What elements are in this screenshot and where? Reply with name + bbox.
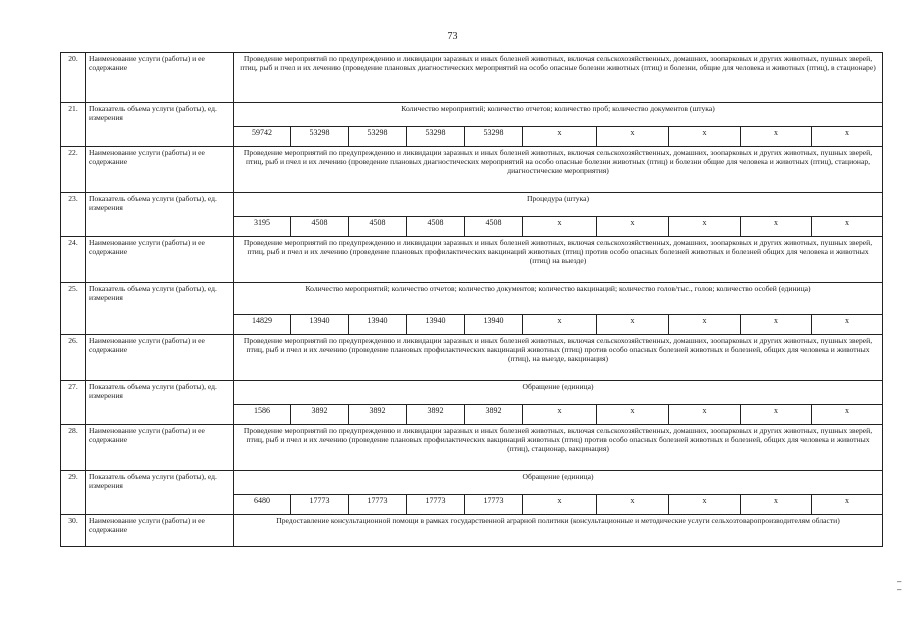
value-cell: 17773 (291, 495, 349, 515)
page-number: 73 (447, 31, 458, 42)
value-cell: 53298 (349, 127, 407, 147)
value-cell: 53298 (465, 127, 523, 147)
value-cell: 13940 (349, 315, 407, 335)
value-cell: 17773 (349, 495, 407, 515)
row-number: 26. (61, 335, 86, 381)
value-cell: x (812, 405, 883, 425)
value-cell: x (669, 405, 741, 425)
value-cell: 4508 (349, 217, 407, 237)
table-row (61, 515, 883, 547)
value-cell: 4508 (465, 217, 523, 237)
row-label: Наименование услуги (работы) и ее содержание (86, 53, 234, 103)
value-cell: x (812, 217, 883, 237)
row-label: Показатель объема услуги (работы), ед. измерения (86, 381, 234, 425)
table-row (61, 147, 883, 193)
value-cell: 17773 (407, 495, 465, 515)
service-description: Проведение мероприятий по предупреждению и ликвидации заразных и иных болезней животных, включая сельскохозяйственных, домашних, зоопарковых и других животных, пушных зверей, птиц, рыб и пчел и их лечению (проведение плановых диагностических мероприятий на особо опасные болезни животных (птиц) и болезни, общие для человека и животных (птиц), в стационаре) (234, 53, 883, 103)
value-cell: x (523, 217, 597, 237)
value-cell: 13940 (407, 315, 465, 335)
service-description: Проведение мероприятий по предупреждению и ликвидации заразных и иных болезней животных, включая сельскохозяйственных, домашних, зоопарковых и других животных, пушных зверей, птиц, рыб и пчел и их лечению (проведение плановых диагностических мероприятий на особо опасные болезни животных (птиц) и болезни общие для человека и животных (птиц), стационар, диагностические мероприятия) (234, 147, 883, 193)
value-cell: x (597, 127, 669, 147)
row-number: 20. (61, 53, 86, 103)
value-cell: x (741, 405, 812, 425)
row-label: Показатель объема услуги (работы), ед. измерения (86, 103, 234, 147)
row-number: 24. (61, 237, 86, 283)
row-number: 28. (61, 425, 86, 471)
row-number: 29. (61, 471, 86, 515)
value-cell: x (812, 127, 883, 147)
value-cell: 4508 (407, 217, 465, 237)
value-cell: x (812, 315, 883, 335)
row-number: 27. (61, 381, 86, 425)
row-label: Наименование услуги (работы) и ее содержание (86, 515, 234, 547)
value-cell: 14829 (234, 315, 291, 335)
row-label: Показатель объема услуги (работы), ед. измерения (86, 193, 234, 237)
value-cell: 4508 (291, 217, 349, 237)
row-label: Наименование услуги (работы) и ее содержание (86, 147, 234, 193)
value-cell: 3195 (234, 217, 291, 237)
unit-of-measure: Количество мероприятий; количество отчетов; количество проб; количество документов (штука) (234, 103, 883, 127)
unit-of-measure: Процедура (штука) (234, 193, 883, 217)
value-cell: x (812, 495, 883, 515)
service-description: Проведение мероприятий по предупреждению и ликвидации заразных и иных болезней животных, включая сельскохозяйственных, домашних, зоопарковых и других животных, пушных зверей, птиц, рыб и пчел и их лечению (проведение плановых профилактических вакцинаций животных (птиц) против особо опасных болезней животных и болезней, общих для человека и животных (птиц), стационар, вакцинация) (234, 425, 883, 471)
row-label: Наименование услуги (работы) и ее содержание (86, 425, 234, 471)
value-cell: x (741, 217, 812, 237)
row-number: 22. (61, 147, 86, 193)
table-row (61, 103, 883, 127)
value-cell: x (523, 495, 597, 515)
row-number: 21. (61, 103, 86, 147)
service-description: Проведение мероприятий по предупреждению и ликвидации заразных и иных болезней животных, включая сельскохозяйственных, домашних, зоопарковых и других животных, пушных зверей, птиц, рыб и пчел и их лечению (проведение плановых профилактических вакцинаций животных (птиц) против особо опасных болезней животных и болезней, общих для человека и животных (птиц), на выезде, вакцинация) (234, 335, 883, 381)
row-label: Показатель объема услуги (работы), ед. измерения (86, 283, 234, 335)
value-cell: 17773 (465, 495, 523, 515)
unit-of-measure: Количество мероприятий; количество отчетов; количество документов; количество вакцинаций; количество голов/тыс., голов; количество особей (единица) (234, 283, 883, 315)
value-cell: 13940 (465, 315, 523, 335)
value-cell: 3892 (349, 405, 407, 425)
value-cell: x (597, 217, 669, 237)
service-description: Предоставление консультационной помощи в рамках государственной аграрной политики (консультационные и методические услуги сельхозтоваропроизводителям области) (234, 515, 883, 547)
value-cell: x (523, 405, 597, 425)
table-row (61, 53, 883, 103)
value-cell: x (741, 315, 812, 335)
value-cell: x (741, 127, 812, 147)
value-cell: x (669, 495, 741, 515)
row-number: 30. (61, 515, 86, 547)
value-cell: 13940 (291, 315, 349, 335)
row-label: Наименование услуги (работы) и ее содержание (86, 237, 234, 283)
row-label: Показатель объема услуги (работы), ед. измерения (86, 471, 234, 515)
table-row (61, 193, 883, 217)
table-row (61, 425, 883, 471)
value-cell: 59742 (234, 127, 291, 147)
value-cell: x (597, 495, 669, 515)
value-cell: 6480 (234, 495, 291, 515)
value-cell: x (523, 315, 597, 335)
table-row (61, 237, 883, 283)
scan-edge-mark: – – (897, 577, 902, 594)
unit-of-measure: Обращение (единица) (234, 471, 883, 495)
value-cell: 3892 (291, 405, 349, 425)
value-cell: 53298 (407, 127, 465, 147)
value-cell: x (741, 495, 812, 515)
table-row (61, 335, 883, 381)
row-label: Наименование услуги (работы) и ее содержание (86, 335, 234, 381)
value-cell: 1586 (234, 405, 291, 425)
value-cell: x (669, 315, 741, 335)
value-cell: x (597, 405, 669, 425)
table-row (61, 471, 883, 495)
service-description: Проведение мероприятий по предупреждению и ликвидации заразных и иных болезней животных, включая сельскохозяйственных, домашних, зоопарковых и других животных, пушных зверей, птиц, рыб и пчел и их лечению (проведение плановых профилактических вакцинаций животных (птиц) против особо опасных болезней животных и болезней общих для человека и животных (птиц) на выезде) (234, 237, 883, 283)
row-number: 23. (61, 193, 86, 237)
value-cell: 3892 (465, 405, 523, 425)
row-number: 25. (61, 283, 86, 335)
value-cell: 53298 (291, 127, 349, 147)
value-cell: x (597, 315, 669, 335)
table-row (61, 381, 883, 405)
services-table (60, 52, 883, 547)
value-cell: x (669, 127, 741, 147)
value-cell: 3892 (407, 405, 465, 425)
value-cell: x (523, 127, 597, 147)
value-cell: x (669, 217, 741, 237)
table-row (61, 283, 883, 315)
unit-of-measure: Обращение (единица) (234, 381, 883, 405)
